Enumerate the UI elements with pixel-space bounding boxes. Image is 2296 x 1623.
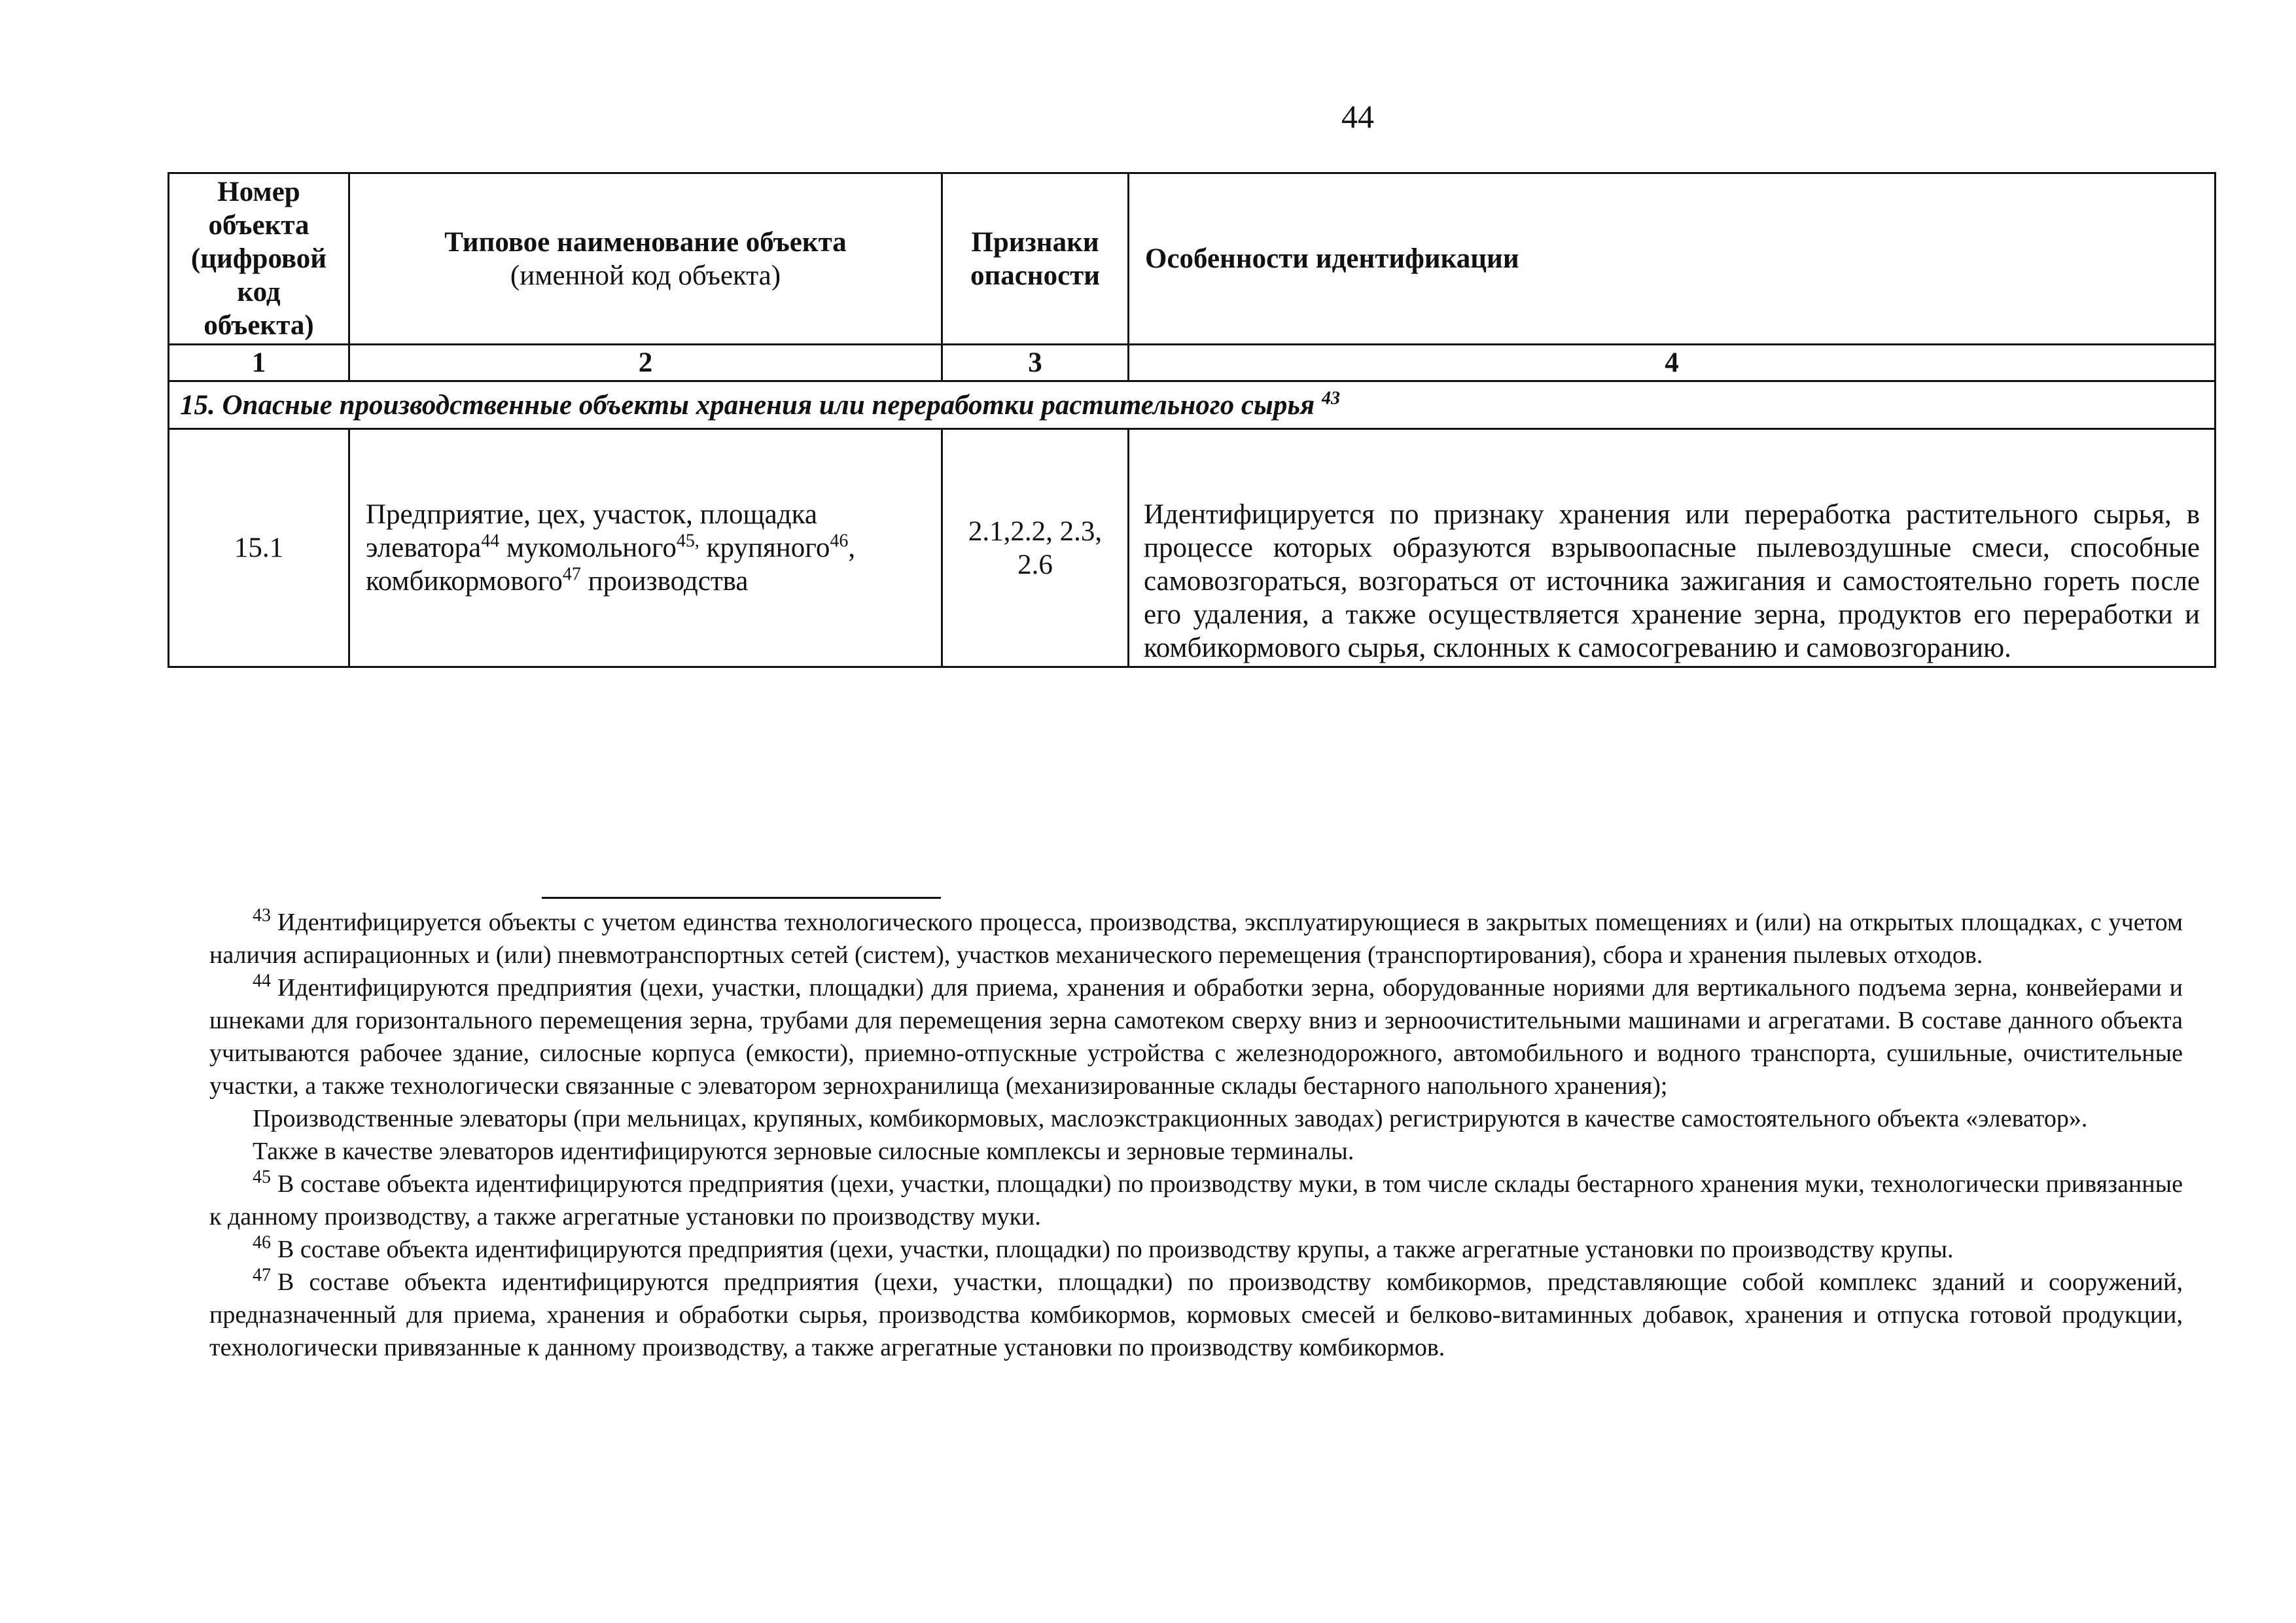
identification-cell: Идентифицируется по признаку хранения или переработка растительного сырья, в процессе которых образуются взрывоопасные пылевоздушные смеси, способные самовозгораться, возгораться от источника зажигания и самостоятельно гореть после его удаления, а также осуществляется хранение зерна, продуктов его переработки и комбикормового сырья, склонных к самосогреванию и самовозгоранию. bbox=[1129, 429, 2216, 667]
object-name-part: крупяного bbox=[699, 532, 830, 563]
section-row bbox=[169, 381, 2216, 429]
table-row bbox=[169, 429, 2216, 667]
footnote-mark: 43 bbox=[253, 905, 271, 926]
table-header-row bbox=[169, 173, 2216, 345]
footnote-ref: 44 bbox=[481, 531, 500, 551]
header-object-name-sub: (именной код объекта) bbox=[510, 260, 781, 291]
footnote bbox=[209, 906, 2183, 971]
hazard-objects-table bbox=[168, 172, 2216, 668]
footnotes bbox=[209, 906, 2183, 1364]
column-number-2: 2 bbox=[349, 345, 942, 381]
object-name-cell bbox=[349, 429, 942, 667]
footnote-ref: 45, bbox=[676, 531, 699, 551]
footnote-mark: 47 bbox=[253, 1265, 271, 1286]
section-title-cell bbox=[169, 381, 2216, 429]
footnote-text: Производственные элеваторы (при мельницах, крупяных, комбикормовых, маслоэкстракционных заводах) регистрируются в качестве самостоятельного объекта «элеватор». bbox=[253, 1105, 2088, 1132]
footnote-mark: 44 bbox=[253, 971, 271, 992]
footnote-ref: 47 bbox=[562, 564, 581, 585]
header-object-name-main: Типовое наименование объекта bbox=[444, 226, 847, 258]
column-number-3: 3 bbox=[942, 345, 1129, 381]
footnote-mark: 45 bbox=[253, 1167, 271, 1188]
header-object-name bbox=[349, 173, 942, 345]
section-footnote-mark: 43 bbox=[1321, 388, 1340, 409]
header-identification: Особенности идентификации bbox=[1129, 173, 2216, 345]
footnote bbox=[209, 1266, 2183, 1364]
object-name-part: производства bbox=[580, 566, 749, 597]
header-hazard-signs: Признаки опасности bbox=[942, 173, 1129, 345]
object-name-part: Предприятие, цех, участок, площадка элеватора bbox=[366, 499, 817, 563]
footnote-text: В составе объекта идентифицируются предприятия (цехи, участки, площадки) по производству комбикормов, представляющие собой комплекс зданий и сооружений, предназначенный для приема, хранения и обработки сырья, производства комбикормов, кормовых смесей и белково-витаминных добавок, хранения и отпуска готовой продукции, технологически привязанные к данному производству, а также агрегатные установки по производству комбикормов. bbox=[209, 1268, 2183, 1361]
footnote bbox=[209, 1233, 2183, 1266]
footnote-text: В составе объекта идентифицируются предприятия (цехи, участки, площадки) по производству муки, в том числе склады бестарного хранения муки, технологически привязанные к данному производству, а также агрегатные установки по производству муки. bbox=[209, 1170, 2183, 1230]
header-object-number: Номер объекта (цифровой код объекта) bbox=[169, 173, 349, 345]
footnote-mark: 46 bbox=[253, 1232, 271, 1253]
object-name-part: , комбикормового bbox=[366, 532, 856, 597]
footnote-text: В составе объекта идентифицируются предприятия (цехи, участки, площадки) по производству крупы, а также агрегатные установки по производству крупы. bbox=[277, 1236, 1954, 1263]
column-number-row bbox=[169, 345, 2216, 381]
footnote-ref: 46 bbox=[830, 531, 849, 551]
section-title: 15. Опасные производственные объекты хранения или переработки растительного сырья bbox=[180, 389, 1315, 421]
object-name-part: мукомольного bbox=[499, 532, 677, 563]
footnote-text: Также в качестве элеваторов идентифицируются зерновые силосные комплексы и зерновые терминалы. bbox=[253, 1138, 1354, 1165]
page-number: 44 bbox=[1341, 98, 1374, 135]
column-number-4: 4 bbox=[1129, 345, 2216, 381]
footnote bbox=[209, 1168, 2183, 1233]
footnote-text: Идентифицируются предприятия (цехи, участки, площадки) для приема, хранения и обработки зерна, оборудованные нориями для вертикального подъема зерна, конвейерами и шнеками для горизонтального перемещения зерна, трубами для перемещения зерна самотеком сверху вниз и зерноочистительными машинами и агрегатами. В составе данного объекта учитываются рабочее здание, силосные корпуса (емкости), приемно-отпускные устройства с железнодорожного, автомобильного и водного транспорта, сушильные, очистительные участки, а также технологически связанные с элеватором зернохранилища (механизированные склады бестарного напольного хранения); bbox=[209, 974, 2183, 1100]
footnote-paragraph bbox=[209, 1102, 2183, 1135]
footnote-paragraph bbox=[209, 1135, 2183, 1168]
object-number-cell: 15.1 bbox=[169, 429, 349, 667]
hazard-signs-cell: 2.1,2.2, 2.3, 2.6 bbox=[942, 429, 1129, 667]
column-number-1: 1 bbox=[169, 345, 349, 381]
footnote bbox=[209, 971, 2183, 1102]
footnote-text: Идентифицируется объекты с учетом единства технологического процесса, производства, эксплуатирующиеся в закрытых помещениях и (или) на открытых площадках, с учетом наличия аспирационных и (или) пневмотранспортных сетей (систем), участков механического перемещения (транспортирования), сбора и хранения пылевых отходов. bbox=[209, 909, 2183, 969]
footnote-separator bbox=[542, 897, 941, 899]
